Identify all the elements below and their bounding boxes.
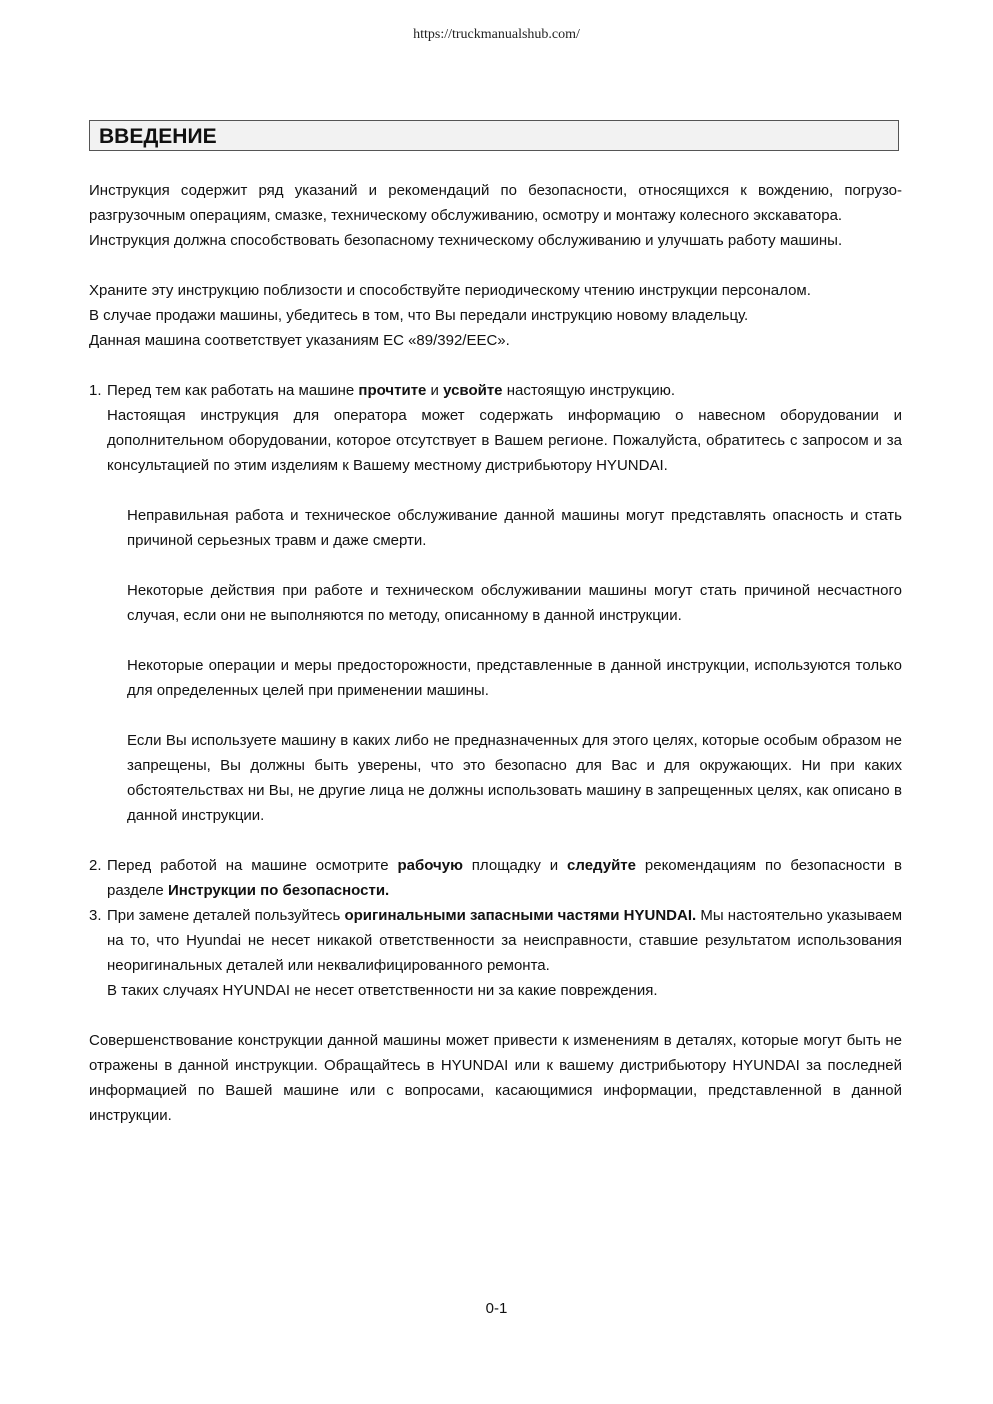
list-number-3: 3.: [89, 907, 102, 924]
list-item-3: [89, 903, 902, 1003]
note-paragraph-1: Неправильная работа и техническое обслуживание данной машины могут представлять опасность и стать причиной серьезных травм и даже смерти.: [127, 507, 902, 549]
closing-paragraph: Совершенствование конструкции данной машины может привести к изменениям в деталях, которые могут быть не отражены в данной инструкции. Обращайтесь в HYUNDAI или к вашему дистрибьютору HYUNDAI за последней информацией по Вашей машине или с вопросами, касающимися информации, представленной в данной инструкции.: [89, 1032, 902, 1124]
note-paragraph-3: Некоторые операции и меры предосторожности, представленные в данной инструкции, используются только для определенных целей при применении машины.: [127, 657, 902, 699]
list-item-3-text: При замене деталей пользуйтесь оригинальными запасными частями HYUNDAI. Мы настоятельно указываем на то, что Hyundai не несет никакой ответственности за неисправности, ставшие результатом использования неоригинальных деталей или неквалифицированного ремонта.: [107, 907, 903, 974]
document-body: [89, 178, 902, 1128]
note-paragraph-4: Если Вы используете машину в каких либо не предназначенных для этого целях, которые особым образом не запрещены, Вы должны быть уверены, что это безопасно для Вас и для окружающих. Ни при каких обстоятельствах ни Вы, не другие лица не должны использовать машину в запрещенных целях, как описано в данной инструкции.: [127, 732, 902, 824]
list-item-2: [89, 853, 902, 903]
list-item-1-continuation: Настоящая инструкция для оператора может содержать информацию о навесном оборудовании и дополнительном оборудовании, которое отсутствует в Вашем регионе. Пожалуйста, обратитесь с запросом и за консультацией по этим изделиям к Вашему местному дистрибьютору HYUNDAI.: [107, 407, 902, 474]
section-title: ВВЕДЕНИЕ: [89, 120, 899, 151]
resale-line: В случае продажи машины, убедитесь в том, что Вы передали инструкцию новому владельцу.: [89, 307, 749, 324]
keep-manual-line: Храните эту инструкцию поблизости и способствуйте периодическому чтению инструкции персоналом.: [89, 282, 811, 299]
list-item-2-text: Перед работой на машине осмотрите рабочую площадку и следуйте рекомендациям по безопасности в разделе Инструкции по безопасности.: [107, 857, 902, 899]
page-number: 0-1: [485, 1300, 508, 1317]
intro-paragraph-2: Инструкция должна способствовать безопасному техническому обслуживанию и улучшать работу машины.: [89, 232, 843, 249]
list-item-1-notes: [107, 478, 902, 828]
list-number-2: 2.: [89, 857, 102, 874]
note-paragraph-2: Некоторые действия при работе и техническом обслуживании машины могут стать причиной несчастного случая, если они не выполняются по методу, описанному в данной инструкции.: [127, 582, 902, 624]
intro-paragraph-1: Инструкция содержит ряд указаний и рекомендаций по безопасности, относящихся к вождению, погрузо-разгрузочным операциям, смазке, техническому обслуживанию, осмотру и монтажу колесного экскаватора.: [89, 182, 902, 224]
list-item-3-continuation: В таких случаях HYUNDAI не несет ответственности ни за какие повреждения.: [107, 982, 658, 999]
list-number-1: 1.: [89, 382, 102, 399]
source-url: https://truckmanualshub.com/: [413, 27, 580, 42]
list-item-1: [89, 378, 902, 828]
compliance-line: Данная машина соответствует указаниям ЕС «89/392/EEC».: [89, 332, 510, 349]
list-item-1-text: Перед тем как работать на машине прочтите и усвойте настоящую инструкцию.: [107, 382, 676, 399]
